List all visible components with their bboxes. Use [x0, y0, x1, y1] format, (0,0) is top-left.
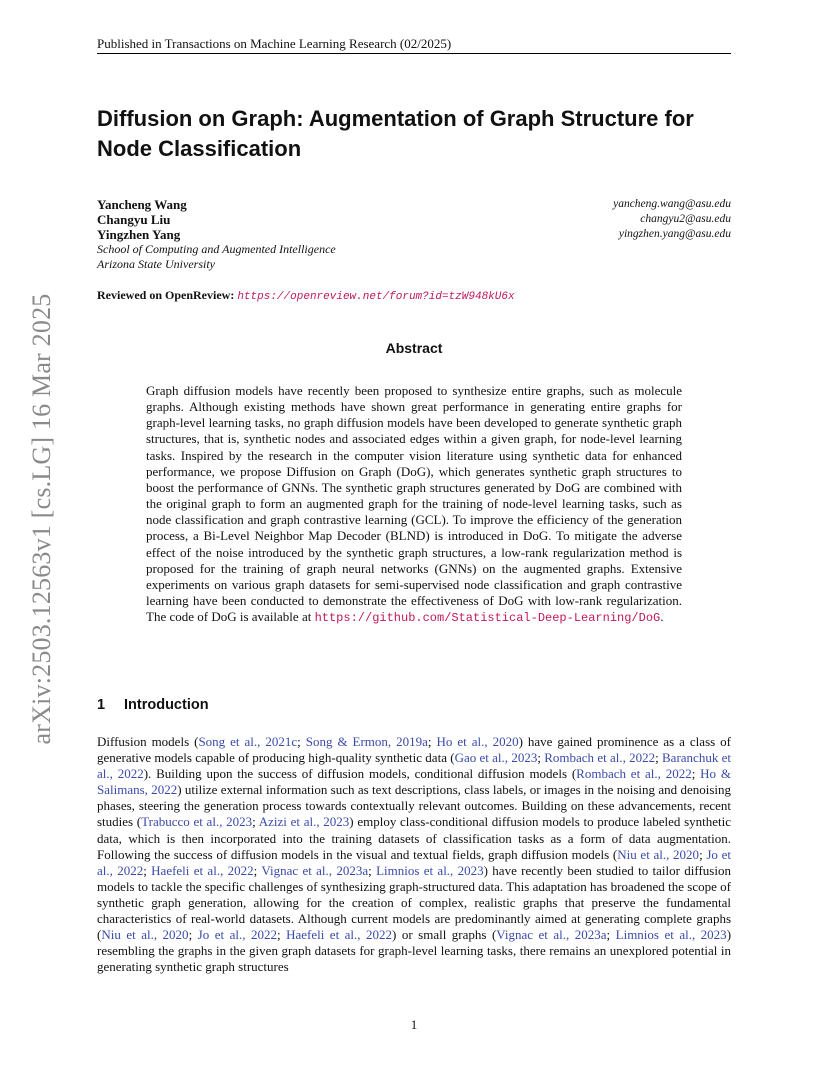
citation-link[interactable]: Limnios et al., 2023 [376, 862, 484, 878]
citation-link[interactable]: Vignac et al., 2023a [496, 927, 607, 943]
intro-text: ; [253, 862, 262, 878]
author-email: changyu2@asu.edu [640, 213, 731, 225]
citation-link[interactable]: Jo et al., 2022 [197, 927, 277, 943]
section-number: 1 [97, 697, 106, 713]
intro-text: ; [252, 814, 259, 830]
citation-link[interactable]: Ho & Salimans, 2022 [97, 766, 731, 798]
intro-text: Diffusion models ( [97, 734, 199, 749]
author-name: Yancheng Wang [97, 197, 187, 212]
intro-text: ; [297, 734, 306, 749]
intro-text: ) resembling the graphs in the given graph datasets for graph-level learning tasks, there remains an unexplored potential in generating synthetic graph structures [97, 927, 732, 975]
citation-link[interactable]: Gao et al., 2023 [454, 750, 538, 766]
affiliation-school: School of Computing and Augmented Intelligence [97, 242, 336, 256]
running-header: Published in Transactions on Machine Learning Research (02/2025) [97, 36, 452, 51]
author-email: yingzhen.yang@asu.edu [618, 228, 731, 240]
citation-link[interactable]: Jo et al., 2022 [97, 846, 732, 878]
author-name: Changyu Liu [97, 212, 171, 227]
citation-link[interactable]: Limnios et al., 2023 [615, 927, 727, 943]
citation-link[interactable]: Rombach et al., 2022 [544, 750, 656, 766]
abstract-text [146, 383, 682, 626]
citation-link[interactable]: Song & Ermon, 2019a [305, 734, 428, 749]
intro-text: ; [606, 927, 616, 943]
intro-text: ; [188, 927, 198, 943]
arxiv-stamp: arXiv:2503.12563v1 [cs.LG] 16 Mar 2025 [27, 293, 56, 745]
citation-link[interactable]: Niu et al., 2020 [617, 846, 700, 862]
citation-link[interactable]: Rombach et al., 2022 [576, 766, 692, 782]
citation-link[interactable]: Haefeli et al., 2022 [286, 927, 393, 943]
paper-title: Diffusion on Graph: Augmentation of Graph Structure for Node Classification [97, 106, 694, 161]
citation-link[interactable]: Baranchuk et al., 2022 [97, 750, 731, 782]
intro-text: ; [143, 862, 152, 878]
intro-text: ; [427, 734, 437, 749]
author-email: yancheng.wang@asu.edu [613, 198, 731, 210]
citation-link[interactable]: Azizi et al., 2023 [258, 814, 350, 830]
intro-text: ). Building upon the success of diffusion models, conditional diffusion models ( [143, 766, 577, 782]
section-title: Introduction [124, 697, 209, 713]
citation-link[interactable]: Ho et al., 2020 [436, 734, 519, 749]
page-number: 1 [410, 1017, 418, 1032]
author-name: Yingzhen Yang [97, 227, 181, 242]
intro-text: ; [276, 927, 287, 943]
abstract-heading: Abstract [385, 340, 443, 356]
review-label: Reviewed on OpenReview: [97, 288, 235, 302]
intro-text: ) or small graphs ( [392, 927, 497, 943]
citation-link[interactable]: Trabucco et al., 2023 [141, 814, 253, 830]
intro-text: ) have gained prominence as a class of generative models capable of producing high-quality synthetic data ( [97, 734, 731, 766]
intro-text: ; [537, 750, 545, 766]
intro-text: ; [691, 766, 701, 782]
citation-link[interactable]: Niu et al., 2020 [101, 927, 189, 943]
affiliation-university: Arizona State University [97, 257, 215, 271]
citation-link[interactable]: Vignac et al., 2023a [261, 862, 369, 878]
review-line [97, 288, 515, 303]
citation-link[interactable]: Song et al., 2021c [198, 734, 298, 749]
intro-text: ; [368, 862, 377, 878]
openreview-link[interactable]: https://openreview.net/forum?id=tzW948kU6x [237, 291, 515, 303]
intro-text: ) employ class-conditional diffusion models to produce labeled synthetic data, which is then incorporated into the training datasets of classification tasks as a form of data augmentation. Following the success of diffusion models in the visual and textual fields, graph diffusion models ( [97, 814, 732, 862]
intro-text: ; [699, 846, 707, 862]
introduction-paragraph [97, 734, 731, 975]
header-rule [97, 53, 731, 54]
intro-text: ) have recently been studied to tailor diffusion models to tackle the specific challenges of synthesizing graph-structured data. This adaptation has broadened the scope of synthetic graph generation, allowing for the creation of complex, realistic graphs that preserve the fundamental characteristics of real-world datasets. Although current models are predominantly aimed at generating complete graphs ( [97, 862, 731, 943]
citation-link[interactable]: Haefeli et al., 2022 [151, 862, 254, 878]
code-link[interactable]: https://github.com/Statistical-Deep-Learning/DoG [314, 611, 661, 626]
intro-text: ) utilize external information such as text descriptions, class labels, or images in the noising and denoising phases, steering the generation process towards contextually relevant outcomes. Building on these advancements, recent studies ( [97, 782, 732, 830]
abstract-end: . [660, 609, 664, 625]
intro-text: ; [655, 750, 663, 766]
abstract-body-text: Graph diffusion models have recently been proposed to synthesize entire graphs, such as molecule graphs. Although existing methods have shown great performance in generating entire graphs for graph-level learning tasks, no graph diffusion models have been developed to generate synthetic graph structures, that is, synthetic nodes and associated edges within a given graph, for node-level learning tasks. Inspired by the research in the computer vision literature using synthetic data for enhanced performance, we propose Diffusion on Graph (DoG), which generates synthetic graph structures to boost the performance of GNNs. The synthetic graph structures generated by DoG are combined with the original graph to form an augmented graph for the training of node-level learning tasks, such as node classification and graph contrastive learning (GCL). To improve the efficiency of the generation process, a Bi-Level Neighbor Map Decoder (BLND) is introduced in DoG. To mitigate the adverse effect of the noise introduced by the synthetic graph structures, a low-rank regularization method is proposed for the training of graph neural networks (GNNs) on the augmented graphs. Extensive experiments on various graph datasets for semi-supervised node classification and graph contrastive learning have been conducted to demonstrate the effectiveness of DoG with low-rank regularization. The code of DoG is available at [146, 383, 682, 625]
